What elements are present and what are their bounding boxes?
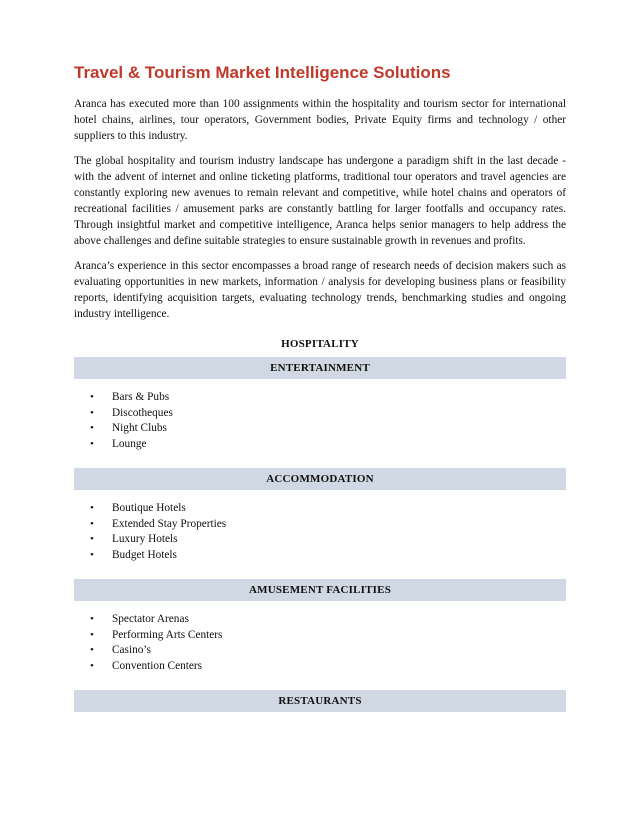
bullet-icon: •	[90, 437, 94, 450]
list-item-label: Luxury Hotels	[112, 533, 178, 545]
list-item	[88, 406, 566, 422]
entertainment-list	[74, 390, 566, 452]
list-item-label: Performing Arts Centers	[112, 628, 223, 641]
list-item	[88, 628, 566, 644]
bullet-icon: •	[90, 502, 94, 514]
experience-paragraph: Aranca’s experience in this sector encompasses a broad range of research needs of decision makers such as evaluating opportunities in new markets, information / analysis for developing business plans or feasibility reports, identifying acquisition targets, evaluating technology trends, benchmarking studies and ongoing industry intelligence.	[74, 260, 566, 320]
band-heading-restaurants: RESTAURANTS	[74, 690, 566, 712]
bullet-icon: •	[90, 406, 94, 419]
list-item-label: Discotheques	[112, 406, 173, 419]
list-item-label: Convention Centers	[112, 659, 203, 672]
group-restaurants	[74, 690, 566, 712]
list-item	[88, 390, 566, 406]
bullet-icon: •	[90, 628, 94, 641]
bullet-icon: •	[90, 517, 94, 530]
list-item	[88, 501, 566, 517]
section-heading-hospitality: HOSPITALITY	[281, 338, 359, 350]
document-page	[74, 62, 566, 728]
group-amusement-facilities	[74, 579, 566, 674]
list-item-label: Budget Hotels	[112, 548, 177, 561]
bullet-icon: •	[90, 548, 94, 561]
list-item	[88, 532, 566, 548]
band-heading-entertainment: ENTERTAINMENT	[74, 357, 566, 379]
list-item-label: Casino’s	[112, 644, 151, 656]
list-item-label: Spectator Arenas	[112, 613, 189, 625]
list-item	[88, 659, 566, 675]
list-item	[88, 421, 566, 437]
list-item	[88, 437, 566, 453]
group-accommodation	[74, 468, 566, 563]
intro-paragraph: Aranca has executed more than 100 assignments within the hospitality and tourism sector for international hotel chains, airlines, tour operators, Government bodies, Private Equity firms and technology / other suppliers to this industry.	[74, 98, 566, 142]
amusement-facilities-list	[74, 612, 566, 674]
list-item	[88, 612, 566, 628]
list-item	[88, 548, 566, 564]
accommodation-list	[74, 501, 566, 563]
list-item	[88, 517, 566, 533]
band-heading-accommodation: ACCOMMODATION	[74, 468, 566, 490]
bullet-icon: •	[90, 533, 94, 545]
group-entertainment	[74, 357, 566, 452]
bullet-icon: •	[90, 422, 94, 434]
list-item	[88, 643, 566, 659]
list-item-label: Extended Stay Properties	[112, 517, 227, 530]
landscape-paragraph: The global hospitality and tourism industry landscape has undergone a paradigm shift in the last decade - with the advent of internet and online ticketing platforms, traditional tour operators and travel agencies are constantly exploring new avenues to remain relevant and competitive, while hotel chains and operators of recreational facilities / amusement parks are constantly battling for larger footfalls and occupancy rates. Through insightful market and competitive intelligence, Aranca helps senior managers to help address the above challenges and define suitable strategies to ensure sustainable growth in revenues and profits.	[74, 155, 566, 247]
list-item-label: Bars & Pubs	[112, 391, 170, 403]
list-item-label: Night Clubs	[112, 422, 167, 434]
document-title: Travel & Tourism Market Intelligence Solutions	[74, 63, 451, 82]
bullet-icon: •	[90, 613, 94, 625]
bullet-icon: •	[90, 391, 94, 403]
band-heading-amusement-facilities: AMUSEMENT FACILITIES	[74, 579, 566, 601]
bullet-icon: •	[90, 659, 94, 672]
bullet-icon: •	[90, 644, 94, 656]
list-item-label: Lounge	[112, 437, 147, 450]
list-item-label: Boutique Hotels	[112, 502, 186, 514]
